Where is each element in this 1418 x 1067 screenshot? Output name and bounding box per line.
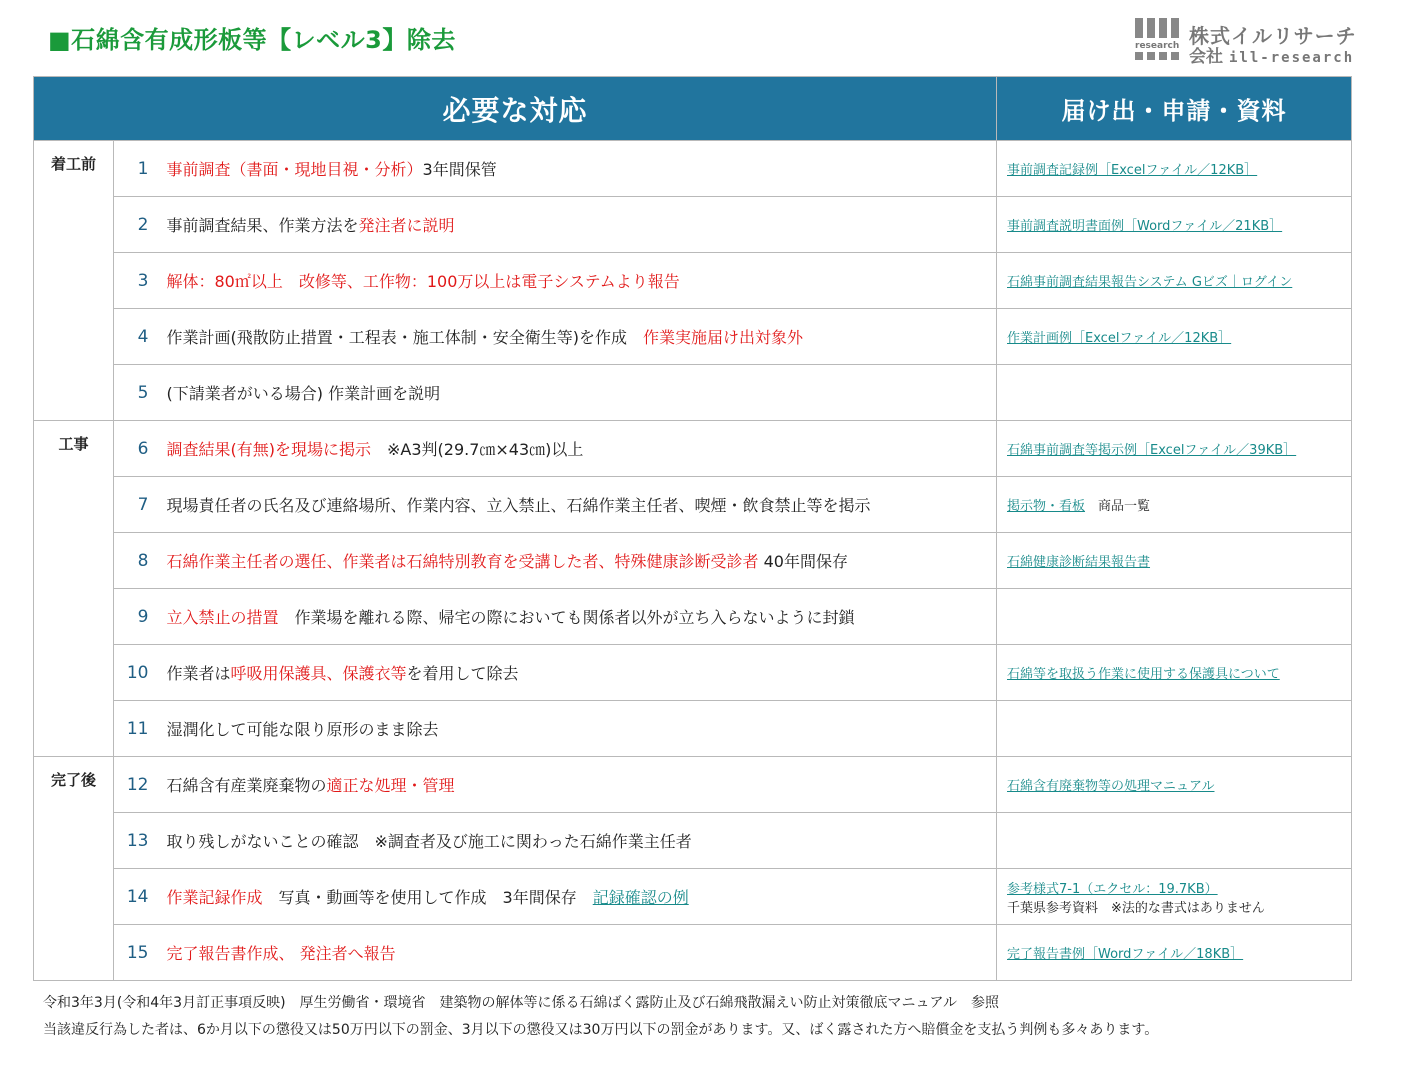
reference-cell [997, 645, 1352, 701]
reference-link[interactable]: 石綿含有廃棄物等の処理マニュアル [1007, 779, 1215, 794]
reference-cell [997, 197, 1352, 253]
logo-mark-icon [1135, 18, 1179, 64]
description-text: 取り残しがないことの確認 ※調査者及び施工に関わった石綿作業主任者 [166, 832, 692, 851]
table-row [34, 421, 1352, 477]
description-text: 事前調査結果、作業方法を [166, 216, 359, 235]
action-description [159, 197, 997, 253]
logo-name-line1: 株式イルリサーチ [1189, 24, 1357, 48]
action-description [159, 477, 997, 533]
reference-cell [997, 421, 1352, 477]
row-number: 12 [114, 757, 159, 813]
table-row [34, 365, 1352, 421]
reference-link[interactable]: 石綿健康診断結果報告書 [1007, 555, 1151, 570]
reference-cell [997, 309, 1352, 365]
logo-name-jp: 会社 [1189, 47, 1223, 67]
description-text: 作業場を離れる際、帰宅の際においても関係者以外が立ち入らないように封鎖 [278, 608, 855, 627]
table-row [34, 477, 1352, 533]
logo-name-line2 [1189, 42, 1354, 67]
action-description [159, 365, 997, 421]
highlighted-text: 石綿作業主任者の選任、作業者は石綿特別教育を受講した者、特殊健康診断受診者 [166, 552, 759, 571]
row-number: 7 [114, 477, 159, 533]
action-description [159, 757, 997, 813]
reference-cell [997, 701, 1352, 757]
table-header-row [34, 77, 1352, 141]
reference-cell [997, 477, 1352, 533]
row-number: 10 [114, 645, 159, 701]
row-number: 15 [114, 925, 159, 981]
action-description [159, 533, 997, 589]
reference-note: 千葉県参考資料 ※法的な書式はありません [1007, 900, 1265, 916]
page-title: ■石綿含有成形板等【レベル3】除去 [48, 26, 456, 54]
table-row [34, 589, 1352, 645]
footer-note-penalty: 当該違反行為した者は、6か月以下の懲役又は50万円以下の罰金、3月以下の懲役又は30万円以下の罰金があります。又、ばく露された方へ賠償金を支払う判例も多々あります。 [43, 1022, 1159, 1038]
highlighted-text: 調査結果(有無)を現場に掲示 [166, 440, 371, 459]
action-description [159, 925, 997, 981]
row-number: 1 [114, 141, 159, 197]
reference-cell [997, 253, 1352, 309]
table-row [34, 925, 1352, 981]
action-description [159, 421, 997, 477]
header-notifications: 届け出・申請・資料 [997, 77, 1352, 141]
header-required-actions: 必要な対応 [34, 77, 997, 141]
reference-cell [997, 869, 1352, 925]
description-text: 40年間保存 [758, 552, 848, 571]
table-row [34, 141, 1352, 197]
action-description [159, 309, 997, 365]
highlighted-text: 作業記録作成 [166, 888, 263, 907]
phase-label: 着工前 [34, 141, 114, 421]
reference-link[interactable]: 作業計画例［Excelファイル／12KB］ [1007, 331, 1232, 346]
description-text: 3年間保管 [422, 160, 497, 179]
row-number: 11 [114, 701, 159, 757]
description-text: (下請業者がいる場合) 作業計画を説明 [166, 384, 441, 403]
highlighted-text: 解体：80㎡以上 改修等、工作物：100万以上は電子システムより報告 [166, 272, 680, 291]
description-text: 作業者は [166, 664, 231, 683]
procedure-table [33, 76, 1352, 981]
row-number: 5 [114, 365, 159, 421]
action-description [159, 869, 997, 925]
reference-link[interactable]: 掲示物・看板 [1007, 499, 1086, 514]
row-number: 8 [114, 533, 159, 589]
logo-research-text: research [1135, 41, 1180, 51]
table-row [34, 197, 1352, 253]
reference-link[interactable]: 事前調査記録例［Excelファイル／12KB］ [1007, 163, 1258, 178]
reference-cell [997, 589, 1352, 645]
table-row [34, 309, 1352, 365]
company-logo [1135, 18, 1375, 67]
row-number: 3 [114, 253, 159, 309]
action-description [159, 141, 997, 197]
description-text: 作業計画(飛散防止措置・工程表・施工体制・安全衛生等)を作成 [166, 328, 643, 347]
footer-note-source: 令和3年3月(令和4年3月訂正事項反映) 厚生労働省・環境省 建築物の解体等に係る石綿ばく露防止及び石綿飛散漏えい防止対策徹底マニュアル 参照 [43, 995, 999, 1011]
row-number: 6 [114, 421, 159, 477]
reference-link[interactable]: 石綿事前調査等掲示例［Excelファイル／39KB］ [1007, 443, 1297, 458]
action-description [159, 253, 997, 309]
highlighted-text: 適正な処理・管理 [326, 776, 455, 795]
highlighted-text: 作業実施届け出対象外 [643, 328, 804, 347]
action-description [159, 645, 997, 701]
action-description [159, 589, 997, 645]
reference-cell [997, 141, 1352, 197]
reference-cell [997, 813, 1352, 869]
highlighted-text: 事前調査（書面・現地目視・分析） [166, 160, 423, 179]
table-row [34, 645, 1352, 701]
description-text: を着用して除去 [406, 664, 519, 683]
table-row [34, 701, 1352, 757]
action-description [159, 813, 997, 869]
logo-name-en: ill-research [1229, 50, 1355, 66]
reference-cell [997, 365, 1352, 421]
table-row [34, 757, 1352, 813]
highlighted-text: 立入禁止の措置 [166, 608, 279, 627]
table-row [34, 869, 1352, 925]
row-number: 4 [114, 309, 159, 365]
reference-link[interactable]: 石綿等を取扱う作業に使用する保護具について [1007, 667, 1280, 682]
reference-link[interactable]: 石綿事前調査結果報告システム Gビズ｜ログイン [1007, 275, 1293, 290]
description-text: 石綿含有産業廃棄物の [166, 776, 327, 795]
phase-label: 完了後 [34, 757, 114, 981]
row-number: 13 [114, 813, 159, 869]
row-number: 14 [114, 869, 159, 925]
reference-cell [997, 925, 1352, 981]
reference-cell [997, 757, 1352, 813]
reference-cell [997, 533, 1352, 589]
phase-label: 工事 [34, 421, 114, 757]
action-description [159, 701, 997, 757]
row-number: 9 [114, 589, 159, 645]
highlighted-text: 完了報告書作成、 発注者へ報告 [166, 944, 396, 963]
table-row [34, 253, 1352, 309]
description-text: ※A3判(29.7㎝×43㎝)以上 [371, 440, 584, 459]
highlighted-text: 呼吸用保護具、保護衣等 [230, 664, 407, 683]
description-text: 写真・動画等を使用して作成 3年間保存 [262, 888, 593, 907]
example-link[interactable]: 記録確認の例 [592, 888, 689, 907]
table-row [34, 813, 1352, 869]
highlighted-text: 発注者に説明 [358, 216, 455, 235]
reference-link[interactable]: 完了報告書例［Wordファイル／18KB］ [1007, 947, 1244, 962]
reference-link[interactable]: 事前調査説明書面例［Wordファイル／21KB］ [1007, 219, 1283, 234]
description-text: 現場責任者の氏名及び連絡場所、作業内容、立入禁止、石綿作業主任者、喫煙・飲食禁止等を掲示 [166, 496, 871, 515]
reference-link[interactable]: 参考様式7-1（エクセル：19.7KB） [1007, 881, 1218, 897]
row-number: 2 [114, 197, 159, 253]
table-row [34, 533, 1352, 589]
reference-text: 商品一覧 [1085, 499, 1151, 514]
description-text: 湿潤化して可能な限り原形のまま除去 [166, 720, 439, 739]
